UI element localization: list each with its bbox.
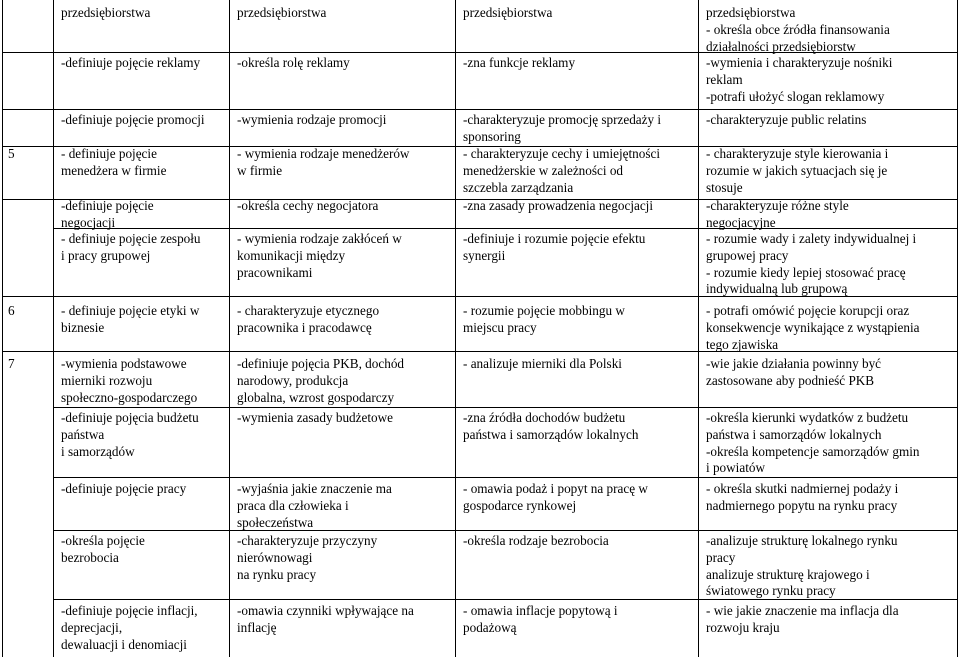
table-cell: -określa pojęcie bezrobocia — [61, 533, 145, 565]
table-cell: - charakteryzuje etycznego pracownika i pracodawcę — [237, 303, 380, 335]
table-cell: przedsiębiorstwa — [463, 5, 553, 20]
table-cell: - definiuje pojęcie zespołu i pracy grupowej — [61, 231, 201, 263]
table-cell: - wie jakie znaczenie ma inflacja dla rozwoju kraju — [706, 603, 899, 635]
table-cell: -zna funkcje reklamy — [463, 55, 576, 70]
table-cell: -definiuje pojęcia PKB, dochód narodowy, produkcja globalna, wzrost gospodarczy — [237, 356, 405, 405]
table-cell: - definiuje pojęcie etyki w biznesie — [61, 303, 200, 335]
table-cell: -definiuje pojęcia budżetu państwa i samorządów — [61, 410, 199, 459]
table-cell: przedsiębiorstwa — [237, 5, 327, 20]
table-cell: -wie jakie działania powinny być zastosowane aby podnieść PKB — [706, 356, 882, 388]
table-cell: -wymienia rodzaje promocji — [237, 112, 387, 127]
table-cell: -analizuje strukturę lokalnego rynku pracy analizuje strukturę krajowego i światowego rynku pracy — [706, 533, 898, 599]
row-number: 7 — [8, 356, 15, 371]
table-cell: -określa rodzaje bezrobocia — [463, 533, 609, 548]
table-cell: - analizuje mierniki dla Polski — [463, 356, 622, 371]
table-cell: - charakteryzuje cechy i umiejętności menedżerskie w zależności od szczebla zarządzania — [463, 146, 660, 195]
table-cell: -zna źródła dochodów budżetu państwa i samorządów lokalnych — [463, 410, 639, 442]
table-border — [53, 530, 958, 531]
table-cell: -charakteryzuje różne style negocjacyjne — [706, 198, 849, 230]
table-cell: -wymienia podstawowe mierniki rozwoju społeczno-gospodarczego — [61, 356, 198, 405]
table-cell: -charakteryzuje przyczyny nierównowagi na rynku pracy — [237, 533, 378, 582]
table-cell: - określa skutki nadmiernej podaży i nadmiernego popytu na rynku pracy — [706, 481, 899, 513]
table-cell: -wymienia i charakteryzuje nośniki reklam -potrafi ułożyć slogan reklamowy — [706, 55, 893, 104]
table-cell: - omawia podaż i popyt na pracę w gospodarce rynkowej — [463, 481, 648, 513]
table-cell: - charakteryzuje style kierowania i rozumie w jakich sytuacjach się je stosuje — [706, 146, 889, 195]
table-cell: - rozumie wady i zalety indywidualnej i grupowej pracy - rozumie kiedy lepiej stosować pracę indywidualną lub grupową — [706, 231, 917, 297]
table-cell: -określa kierunki wydatków z budżetu państwa i samorządów lokalnych -określa kompetencje samorządów gmin i powiatów — [706, 410, 920, 476]
table-cell: -omawia czynniki wpływające na inflację — [237, 603, 414, 635]
table-cell: -definiuje pojęcie promocji — [61, 112, 205, 127]
table-cell: - omawia inflacje popytową i podażową — [463, 603, 618, 635]
table-cell: -określa rolę reklamy — [237, 55, 350, 70]
table-cell: - wymienia rodzaje menedżerów w firmie — [237, 146, 410, 178]
table-cell: - potrafi omówić pojęcie korupcji oraz konsekwencje wynikające z wystąpienia tego zjawiska — [706, 303, 920, 352]
table-border — [698, 0, 699, 657]
table-cell: -definiuje pojęcie inflacji, deprecjacji, dewaluacji i denomiacji — [61, 603, 198, 652]
table-border — [2, 0, 3, 657]
table-cell: przedsiębiorstwa - określa obce źródła finansowania działalności przedsiębiorstw — [706, 5, 890, 54]
table-cell: -zna zasady prowadzenia negocjacji — [463, 198, 654, 213]
table-cell: przedsiębiorstwa — [61, 5, 151, 20]
table-border — [455, 0, 456, 657]
table-cell: -wyjaśnia jakie znaczenie ma praca dla człowieka i społeczeństwa — [237, 481, 392, 530]
table-cell: - definiuje pojęcie menedżera w firmie — [61, 146, 167, 178]
table-cell: -określa cechy negocjatora — [237, 198, 379, 213]
table-border — [53, 0, 54, 657]
table-border — [53, 407, 958, 408]
table-border — [957, 0, 958, 657]
table-cell: -charakteryzuje public relatins — [706, 112, 867, 127]
row-number: 6 — [8, 303, 15, 318]
table-cell: - wymienia rodzaje zakłóceń w komunikacji między pracownikami — [237, 231, 402, 280]
table-cell: -definiuje i rozumie pojęcie efektu synergii — [463, 231, 646, 263]
table-border — [2, 109, 958, 110]
table-cell: -definiuje pojęcie reklamy — [61, 55, 201, 70]
table-cell: -charakteryzuje promocję sprzedaży i sponsoring — [463, 112, 662, 144]
table-cell: -wymienia zasady budżetowe — [237, 410, 393, 425]
row-number: 5 — [8, 146, 15, 161]
table-cell: - rozumie pojęcie mobbingu w miejscu pracy — [463, 303, 625, 335]
table-border — [229, 0, 230, 657]
table-cell: -definiuje pojęcie pracy — [61, 481, 187, 496]
table-cell: -definiuje pojęcie negocjacji — [61, 198, 154, 230]
